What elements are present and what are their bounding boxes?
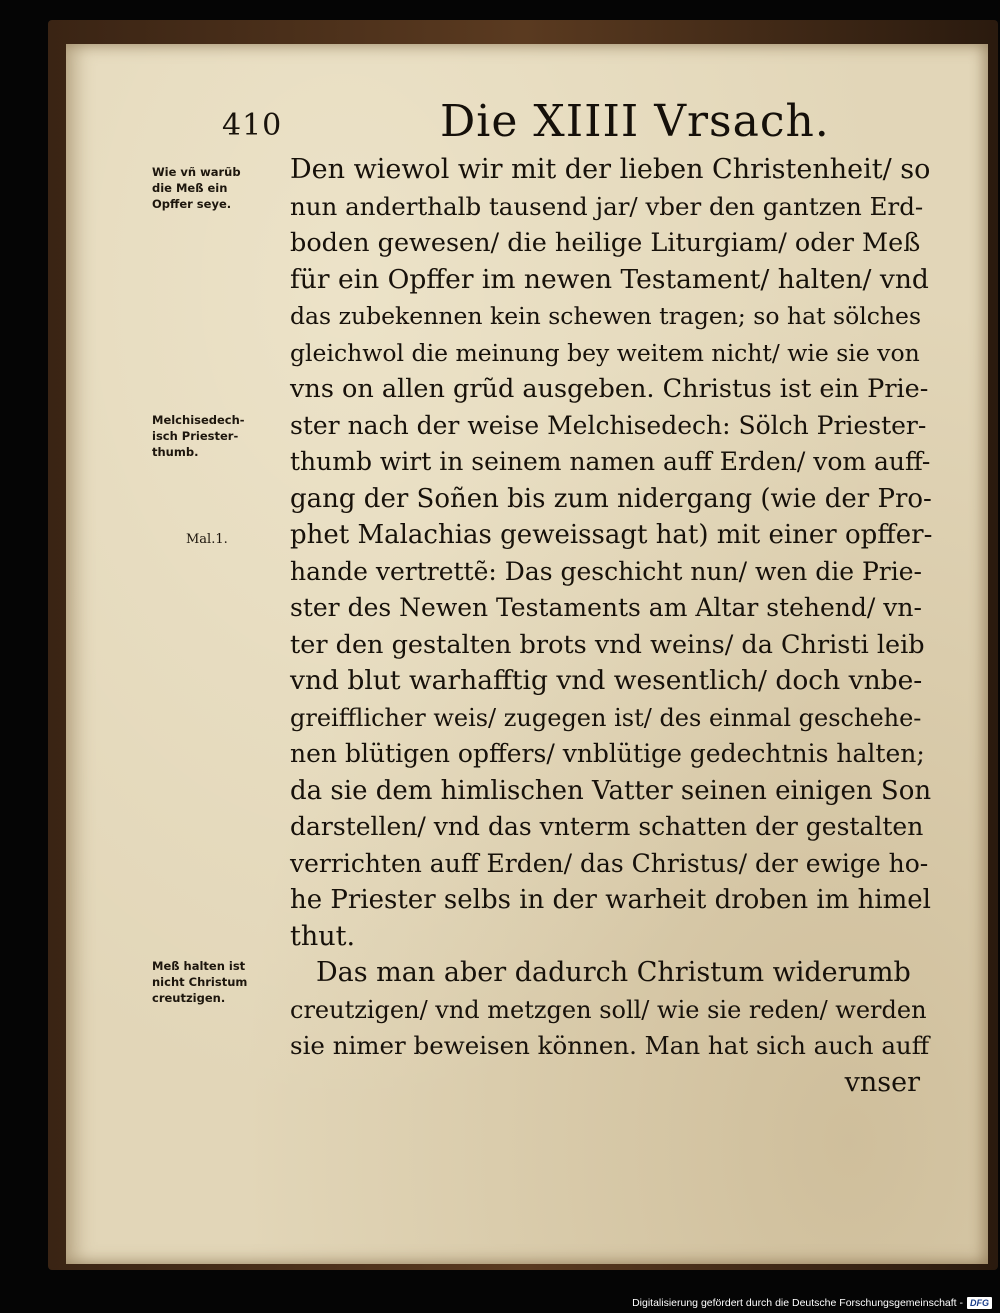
text-line: thumb wirt in seinem namen auff Erden/ vom auff- — [290, 447, 931, 476]
text-line: ter den gestalten brots vnd weins/ da Christi leib — [290, 629, 925, 660]
text-line: vns on allen grũd ausgeben. Christus ist ein Prie- — [290, 374, 929, 404]
marginal-note-line: Wie vñ warũb — [152, 165, 241, 179]
text-line: hande vertrettẽ: Das geschicht nun/ wen die Prie- — [290, 556, 922, 586]
marginal-note — [152, 412, 282, 460]
text-line: nen blütigen opffers/ vnblütige gedechtnis halten; — [290, 739, 925, 768]
running-title: Die XIIII Vrsach. — [440, 96, 830, 147]
dfg-logo: DFG — [967, 1297, 992, 1309]
marginal-note-line: Opffer seye. — [152, 197, 232, 211]
marginal-note-line: Melchisedech- — [152, 413, 245, 427]
catchword: vnser — [844, 1066, 920, 1098]
text-line: für ein Opffer im newen Testament/ halten/ vnd — [290, 263, 929, 295]
text-line: phet Malachias geweissagt hat) mit einer opffer- — [290, 520, 933, 550]
text-line: darstellen/ vnd das vnterm schatten der gestalten — [290, 812, 924, 841]
text-line: das zubekennen kein schewen tragen; so hat sölches — [290, 302, 922, 330]
text-line: ster des Newen Testaments am Altar stehend/ vn- — [290, 593, 922, 622]
page-number: 410 — [222, 108, 283, 143]
text-line: boden gewesen/ die heilige Liturgiam/ oder Meß — [290, 228, 921, 258]
marginal-note — [152, 164, 282, 212]
marginal-note-line: Mal.1. — [186, 532, 228, 547]
marginal-note-line: Meß halten ist — [152, 959, 246, 973]
text-line: creutzigen/ vnd metzgen soll/ wie sie reden/ werden — [290, 995, 927, 1024]
marginal-note-line: die Meß ein — [152, 181, 228, 195]
text-line: Den wiewol wir mit der lieben Christenheit/ so — [290, 154, 931, 185]
text-line: nun anderthalb tausend jar/ vber den gantzen Erd- — [290, 191, 924, 221]
marginal-note-line: isch Priester- — [152, 429, 239, 443]
text-line: ster nach der weise Melchisedech: Sölch Priester- — [290, 410, 927, 440]
text-line: verrichten auff Erden/ das Christus/ der ewige ho- — [290, 848, 929, 878]
text-line: greifflicher weis/ zugegen ist/ des einmal geschehe- — [290, 703, 922, 732]
text-line: gang der Soñen bis zum nidergang (wie der Pro- — [290, 483, 932, 514]
text-line: gleichwol die meinung bey weitem nicht/ wie sie von — [290, 338, 920, 367]
text-line: da sie dem himlischen Vatter seinen einigen Son — [290, 775, 932, 806]
body-text — [290, 152, 933, 1101]
text-line: Das man aber dadurch Christum widerumb — [316, 957, 911, 988]
marginal-note-line: thumb. — [152, 445, 199, 459]
text-line: vnd blut warhafftig vnd wesentlich/ doch vnbe- — [290, 665, 923, 696]
marginal-note — [152, 958, 282, 1006]
digitization-credit — [632, 1297, 992, 1309]
text-line: sie nimer beweisen können. Man hat sich auch auff — [290, 1031, 930, 1060]
credit-text: Digitalisierung gefördert durch die Deutsche Forschungsgemeinschaft - — [632, 1297, 963, 1309]
text-line: he Priester selbs in der warheit droben im himel — [290, 885, 931, 915]
marginal-note-line: nicht Christum — [152, 975, 248, 989]
text-line: thut. — [290, 920, 356, 952]
marginal-note-line: creutzigen. — [152, 991, 226, 1005]
